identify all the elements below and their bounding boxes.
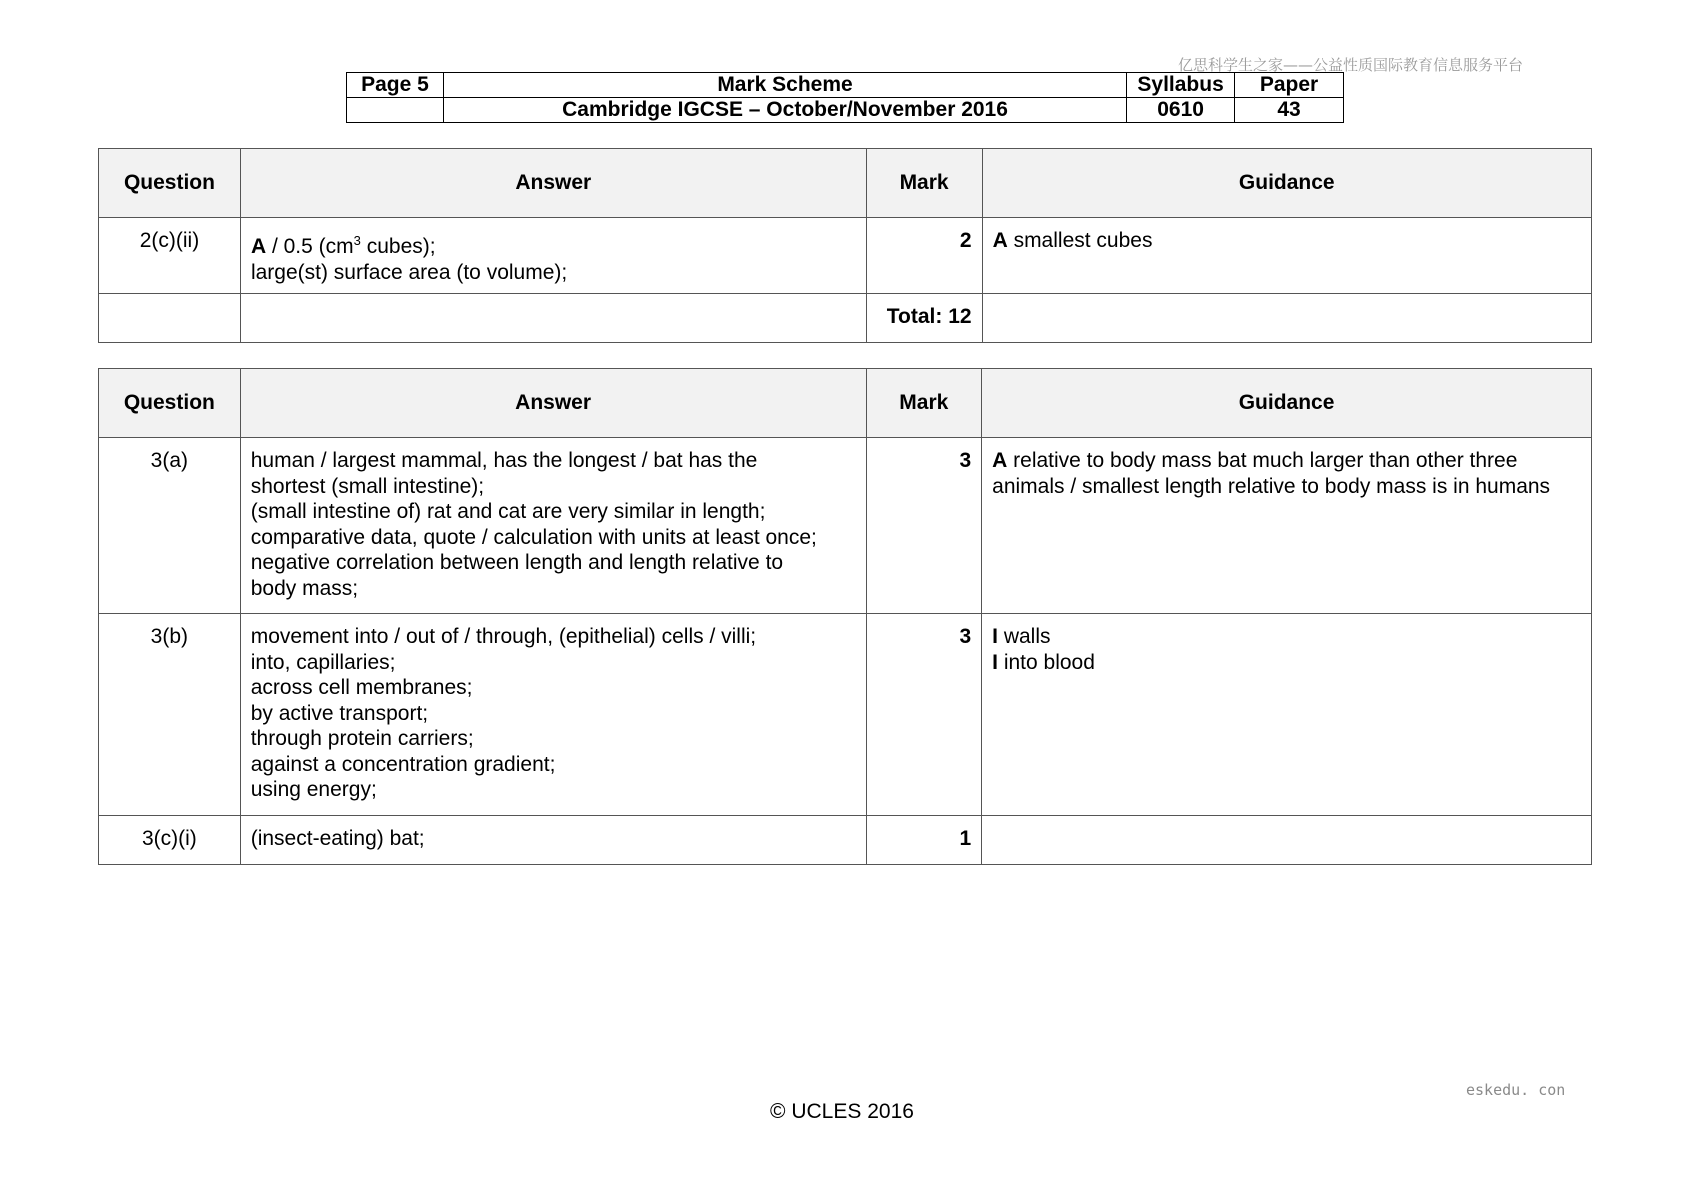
- column-header-mark: Mark: [866, 149, 982, 218]
- question-number: 3(b): [99, 614, 241, 816]
- mark-value: 3: [866, 438, 982, 614]
- guidance-cell: [982, 614, 1592, 816]
- column-header-mark: Mark: [866, 369, 982, 438]
- answer-line: across cell membranes;: [250, 676, 473, 699]
- guidance-cell: [982, 816, 1592, 865]
- column-header-question: Question: [99, 149, 241, 218]
- question-number: 2(c)(ii): [99, 218, 241, 294]
- guidance-prefix: I: [992, 625, 998, 648]
- syllabus-label: Syllabus: [1127, 73, 1235, 98]
- document-title: Mark Scheme: [443, 73, 1126, 98]
- total-marks: Total: 12: [866, 294, 982, 343]
- guidance-text: walls: [997, 625, 1051, 648]
- guidance-text: relative to body mass bat much larger than other three: [1007, 449, 1518, 472]
- guidance-cell: [982, 438, 1592, 614]
- answer-line: against a concentration gradient;: [250, 752, 556, 776]
- column-header-question: Question: [99, 369, 241, 438]
- guidance-cell: [982, 218, 1591, 294]
- answer-prefix: A: [250, 235, 267, 258]
- table-row: [99, 218, 1592, 294]
- answer-text: cubes);: [360, 235, 436, 258]
- table-row: [99, 614, 1592, 816]
- answer-line: comparative data, quote / calculation with units at least once;: [250, 525, 817, 549]
- page-header-table: [346, 72, 1344, 123]
- watermark-bottom: eskedu. con: [1466, 1081, 1566, 1099]
- answer-line: negative correlation between length and length relative to: [250, 551, 784, 574]
- guidance-prefix: A: [992, 229, 1008, 252]
- table-row: [99, 438, 1592, 614]
- question-number: 3(a): [99, 438, 241, 614]
- mark-scheme-table-q2: [98, 148, 1592, 343]
- mark-value: 1: [866, 816, 982, 865]
- answer-line: body mass;: [250, 576, 359, 600]
- superscript: 3: [353, 233, 361, 248]
- watermark-top: 亿思科学生之家——公益性质国际教育信息服务平台: [1178, 56, 1524, 74]
- exam-name: Cambridge IGCSE – October/November 2016: [443, 98, 1126, 123]
- page-number: Page 5: [347, 73, 444, 98]
- guidance-text: animals / smallest length relative to body mass is in humans: [992, 474, 1551, 498]
- guidance-prefix: I: [992, 650, 998, 674]
- answer-text: / 0.5 (cm: [266, 235, 354, 258]
- question-number: 3(c)(i): [99, 816, 241, 865]
- answer-line: shortest (small intestine);: [250, 474, 485, 498]
- total-row: [99, 294, 1592, 343]
- answer-cell: (insect-eating) bat;: [240, 816, 866, 865]
- column-header-guidance: Guidance: [982, 369, 1592, 438]
- answer-line: using energy;: [250, 778, 377, 801]
- empty-cell: [982, 294, 1591, 343]
- answer-line: (small intestine of) rat and cat are very similar in length;: [250, 500, 766, 523]
- empty-cell: [347, 98, 444, 123]
- answer-cell: [240, 614, 866, 816]
- paper-label: Paper: [1235, 73, 1344, 98]
- syllabus-code: 0610: [1127, 98, 1235, 123]
- empty-cell: [99, 294, 241, 343]
- column-header-answer: Answer: [240, 369, 866, 438]
- copyright-footer: © UCLES 2016: [770, 1100, 914, 1123]
- answer-line: through protein carriers;: [250, 727, 474, 750]
- guidance-prefix: A: [992, 449, 1008, 472]
- answer-line: large(st) surface area (to volume);: [250, 260, 568, 284]
- column-header-guidance: Guidance: [982, 149, 1591, 218]
- answer-cell: [240, 438, 866, 614]
- answer-line: human / largest mammal, has the longest / bat has the: [250, 449, 758, 472]
- table-row: [99, 816, 1592, 865]
- mark-scheme-table-q3: [98, 368, 1592, 865]
- answer-line: movement into / out of / through, (epithelial) cells / villi;: [250, 625, 757, 648]
- guidance-text: into blood: [997, 650, 1095, 674]
- paper-number: 43: [1235, 98, 1344, 123]
- empty-cell: [240, 294, 866, 343]
- column-header-answer: Answer: [240, 149, 866, 218]
- mark-value: 2: [866, 218, 982, 294]
- answer-line: by active transport;: [250, 701, 429, 725]
- guidance-text: smallest cubes: [1007, 229, 1153, 252]
- answer-cell: [240, 218, 866, 294]
- answer-line: into, capillaries;: [250, 650, 396, 674]
- mark-value: 3: [866, 614, 982, 816]
